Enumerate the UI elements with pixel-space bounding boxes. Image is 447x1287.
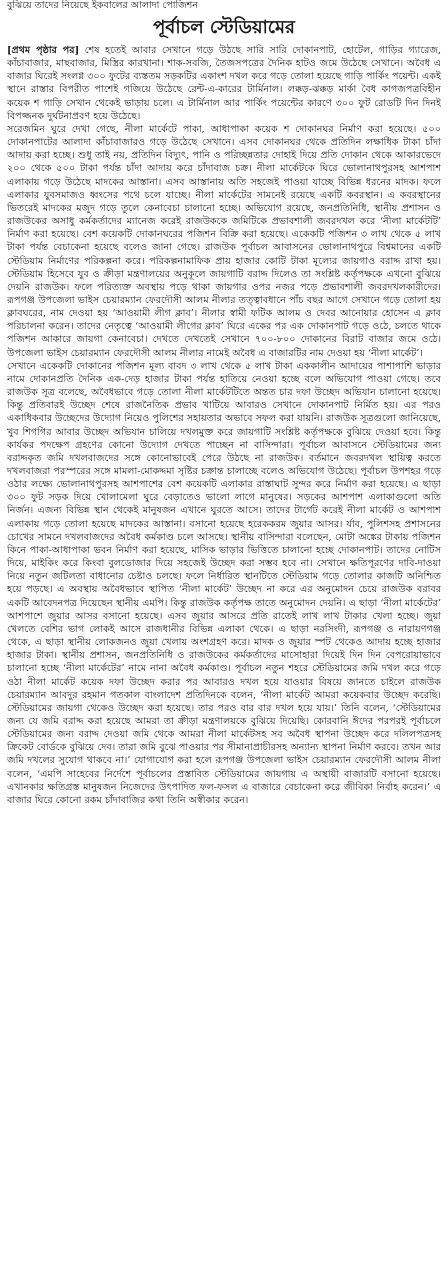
- article-paragraph: সরেজমিন ঘুরে দেখা গেছে, নীলা মার্কেটে পাকা, আধাপাকা কয়েক শ দোকানঘর নির্মাণ করা হয়েছে। ৫০০ দোকানপাটের আলাদা কাঁচাবাজারও গড়ে উঠেছে সেখানে। এসব দোকানঘর থেকে প্রতিদিন লক্ষাধিক টাকা চাঁদা আদায় করা হচ্ছে। শুধু তাই নয়, প্রতিদিন বিদ্যুৎ, পানি ও পরিচ্ছন্নতার দোহাই দিয়ে প্রতি দোকান থেকে আকারভেদে ২০০ থেকে ৫০০ টাকা পর্যন্ত চাঁদা আদায় করে চাঁদাবাজ চক্র। নীলা মার্কেটকে ঘিরে ভোলানাথপুরসহ আশপাশ এলাকায় গড়ে উঠেছে মাদকের আস্তানা। এসব আস্তানায় অতি সহজেই পাওয়া যাচ্ছে বিভিন্ন ধরনের মাদক। ফলে এলাকার যুবসমাজও ধ্বংসের পথে চলে যাচ্ছে। নীলা মার্কেটের সামনেই রয়েছে একটি কবরস্থান। এ কবরস্থানের ভিতরেই মাদকের মজুদ গড়ে তুলে কেনাবেচা চালানো হচ্ছে। অভিযোগ রয়েছে, জনপ্রতিনিধি, স্থানীয় প্রশাসন ও রাজউকের অসাধু কর্মকর্তাদের ম্যানেজ করেই রাজউককে জমিটিকে প্রভাবশালী জবরদখল করে ‘নীলা মার্কেটটি’ নির্মাণ করা হয়েছে। বেশ কয়েকটি দোকানঘরের পজিশন বিক্রি করা হয়েছে। একেকটি পজিশন ৩ লাখ থেকে ৫ লাখ টাকা পর্যন্ত বেচাকেনা হয়েছে বলেও জানা গেছে। রাজউক পূর্বাচল আবাসনের ভোলানাথপুরে বিশ্বমানের একটি স্টেডিয়াম নির্মাণের পরিকল্পনা করে। পরিকল্পনামাফিক প্রায় হাজার কোটি টাকা মূল্যের জায়গাও বরাদ্দ রাখা হয়। স্টেডিয়াম হিসেবে যুব ও ক্রীড়া মন্ত্রণালয়ের অনুকূলে জায়গাটি বরাদ্দ দিলেও তা সংশ্লিষ্ট কর্তৃপক্ষকে এখনো বুঝিয়ে দেয়নি রাজউক। ফলে পরিত্যক্ত অবস্থায় পড়ে থাকা জায়গার ওপর নজর পড়ে প্রভাবশালী জবরদখলকারীদের। রূপগঞ্জ উপজেলা ভাইস চেয়ারম্যান ফেরদৌসী আলম নীলার তত্ত্বাবধানে পাঁচ বছর আগে সেখানে গড়ে তোলা হয় ক্লাবঘরের, নাম দেওয়া হয় ‘আওয়ামী লীগ ক্লাব’। নীলার স্বামী ফটিক আলম ও দেবর আনোয়ার হোসেন এ ক্লাব পরিচালনা করেন। তাদের নেতৃত্বে ‘আওয়ামী লীগের ক্লাব’ ঘিরে একের পর এক দোকানপাট গড়ে ওঠে, চলতে থাকে পজিশন আকারে জায়গা কেনাবেচা। দেখতে দেখতেই সেখানে ৭০০-৮০০ দোকানের বিরাট বাজার জমে ওঠে। উপজেলা ভাইস চেয়ারম্যান ফেরদৌসী আলম নীলার নামেই অবৈধ এ বাজারটির নাম দেওয়া হয় ‘নীলা মার্কেট’।: [7, 123, 441, 359]
- article-headline: পূর্বাচল স্টেডিয়ামের: [153, 17, 295, 38]
- article-paragraph: [7, 44, 441, 123]
- paragraph-text: শেষ হতেই আবার সেখানে গড়ে উঠছে সারি সারি দোকানপাট, হোটেল, গাড়ির গ্যারেজ, কাঁচাবাজার, মাছবাজার, মিস্ত্রির কারখানা। শাক-সবজি, তৈজসপত্রের দৈনিক হাটও জমে উঠেছে সেখানে। অবৈধ এ বাজার ঘিরেই সংলগ্ন ৩০০ ফুটের ব্যস্ততম সড়কটির একাংশ দখল করে গড়ে তোলা হয়েছে গাড়ি পার্কিং পয়েন্ট। একই স্থানে রাস্তার বিপরীত পাশেই গজিয়ে উঠেছে রেন্ট-এ-কারের টার্মিনাল। লক্কড়-ঝক্কড় মার্কা বৈধ কাগজপত্রবিহীন কয়েক শ গাড়ি সেখান থেকেই ভাড়ায় চলে। এ টার্মিনাল আর পার্কিং পয়েন্টের কারণে ৩০০ ফুট রোডটি দিন দিনই বিপজ্জনক দুর্ঘটনাপ্রবণ হয়ে উঠেছে।: [7, 45, 441, 122]
- article-paragraph: সেখানে একেকটি দোকানের পজিশন মূল্য বাবদ ৩ লাখ থেকে ৫ লাখ টাকা এককালীন আদায়ের পাশাপাশি ভাড়ার নামে দোকানপ্রতি দৈনিক এক-দেড় হাজার টাকা পর্যন্ত হাতিয়ে নেওয়া হচ্ছে বলে অভিযোগ পাওয়া গেছে। তবে রাজউক সূত্র বলেছে, অবৈধভাবে গড়ে তোলা নীলা মার্কেটটিতে অন্তত চার দফা উচ্ছেদ অভিযান চালানো হয়েছে। কিন্তু প্রতিবারই উচ্ছেদ শেষে রাজনৈতিক প্রভাব খাটিয়ে আবারও সেখানে দোকানপাট নির্মিত হয়। এর পরও একাধিকবার উচ্ছেদের উদ্যোগ নিয়েও পুলিশের সহায়তার অভাবে সফল করা যায়নি। রাজউক সূত্রগুলো জানিয়েছে, খুব শিগগির আবার উচ্ছেদ অভিযান চালিয়ে দখলমুক্ত করে জায়গাটি সংশ্লিষ্ট কর্তৃপক্ষকে বুঝিয়ে দেওয়া হবে। কিন্তু কার্যকর পদক্ষেপ গ্রহণের কোনো উদ্যোগ দেখতে পাচ্ছেন না বাসিন্দারা। পূর্বাচল আবাসনে স্টেডিয়ামের জন্য বরাদ্দকৃত জমি দখলবাজদের সঙ্গে কোনোভাবেই পেরে উঠছে না রাজউক। বর্তমানে জবরদখল স্থায়িত্ব করতে দখলবাজরা পরস্পরের সঙ্গে মামলা-মোকদ্দমা সৃষ্টির চক্রান্ত চালাচ্ছে বলেও অভিযোগ উঠেছে। পূর্বাচল উপশহর গড়ে ওঠার লক্ষ্যে ভোলানাথপুরসহ আশপাশের বেশ কয়েকটি এলাকার রাস্তাঘাট সুন্দর করে নির্মাণ করা হয়েছে। এ ছাড়া ৩০০ ফুট সড়ক দিয়ে খোলামেলা ঘুরে বেড়াতেও ভালো লাগে মানুষের। সড়কের আশপাশ এলাকাগুলো অতি নির্জন। এজন্য বিভিন্ন স্থান থেকেই মানুষজন এখানে ঘুরতে আসে। তাদের টার্গেট করেই নীলা মার্কেট ও আশপাশ এলাকায় গড়ে তোলা হয়েছে মাদকের আস্তানা। বসানো হয়েছে হরেককরম জুয়ার আসর। র্যাব, পুলিশসহ প্রশাসনের চোখের সামনে দখলবাজদের অবৈধ কর্মকাণ্ড চলে আসছে। স্থানীয় বাসিন্দারা বলেছেন, মোটা অঙ্কের টাকায় পজিশন কিনে পাকা-আধাপাকা ভবন নির্মাণ করা হয়েছে, মাসিক ভাড়ার ভিত্তিতে চালানো হচ্ছে দোকানপাট। তাদের নোটিস দিয়ে, মাইকিং করে কিংবা বুলডোজার দিয়ে সহজেই উচ্ছেদ করা সম্ভব হবে না। সেখানে ক্ষতিপূরণের দাবি-দাওয়া নিয়ে নতুন জটিলতা বাধানোর চেষ্টাও চলছে। ফলে নির্ধারিত স্থানটিতে স্টেডিয়াম গড়ে তোলার কাজটি অনিশ্চিত হয়ে পড়ছে। এ অবস্থায় অবৈধভাবে স্থাপিত ‘নীলা মার্কেট’ উচ্ছেদ না করে এর অনুমোদন চেয়ে রাজউক বরাবর একটি আবেদনপত্র দিয়েছেন স্থানীয় এমপি। কিন্তু রাজউক কর্তৃপক্ষ তাতে অনুমোদন দেয়নি। এ ছাড়া ‘নীলা মার্কেটের’ আশপাশে জুয়ার আসর বসানো হয়েছে। এসব জুয়ার আসরে প্রতি রাতেই লাখ লাখ টাকার খেলা হচ্ছে। জুয়া খেলতে বেশির ভাগ লোকই আসে রাজধানীর বিভিন্ন এলাকা থেকে। এ ছাড়া নরসিংদী, রূপগঞ্জ ও নারায়ণগঞ্জ থেকে, এ ছাড়া স্থানীয় লোকজনও জুয়া খেলায় অংশগ্রহণ করে। মাদক ও জুয়ার স্পট থেকেও আদায় হচ্ছে হাজার হাজার টাকা। স্থানীয় প্রশাসন, জনপ্রতিনিধি ও রাজউকের কর্মকর্তাদের মাসোহারা দিয়েই দিন দিন বেপরোয়াভাবে চালানো হচ্ছে ‘নীলা মার্কেটের’ নামে নানা অবৈধ কর্মকাণ্ড। পূর্বাচল নতুন শহরে স্টেডিয়ামের জমি দখল করে গড়ে ওঠা নীলা মার্কেট কয়েক দফা উচ্ছেদ করার পর আবারও দখল হয়ে যাওয়ার বিষয়ে জানতে চাইলে রাজউক চেয়ারম্যান আবদুর রহমান গতকাল বাংলাদেশ প্রতিদিনকে বলেন, ‘নীলা মার্কেট আমরা কয়েকবার উচ্ছেদ করেছি। স্টেডিয়ামের জায়গা থেকেও উচ্ছেদ করা হয়েছে। তার পরও বার বার দখল হয়ে যায়।’ তিনি বলেন, ‘স্টেডিয়ামের জন্য যে জমি বরাদ্দ করা হয়েছে আমরা তা ক্রীড়া মন্ত্রণালয়কে বুঝিয়ে দিয়েছি। কোরবানি ঈদের পরপরই পূর্বাচলে স্টেডিয়ামের জন্য বরাদ্দ দেওয়া জমি থেকে আমরা নীলা মার্কেটসহ সব অবৈধ স্থাপনা উচ্ছেদ করে দলিলপত্রসহ ক্রিকেট বোর্ডকে বুঝিয়ে দেব। তারা জমি বুঝে পাওয়ার পর সীমানাপ্রাচীরসহ অন্যান্য স্থাপনা নির্মাণ করবে। তখন আর জমি দখলের সুযোগ থাকবে না।’ যোগাযোগ করা হলে রূপগঞ্জ উপজেলা ভাইস চেয়ারম্যান ফেরদৌসী আলম নীলা বলেন, ‘এমপি সাহেবের নির্দেশে পূর্বাচলের প্রস্তাবিত স্টেডিয়ামের জায়গায় এ অস্থায়ী বাজারটি বসানো হয়েছে। এখানকার ক্ষতিগ্রস্ত মানুষজন নিজেদের উৎপাদিত ফল-ফসল এ বাজারে বেচাকেনা করে জীবিকা নির্বাহ করেন।’ এ বাজার ঘিরে কোনো রকম চাঁদাবাজির কথা তিনি অস্বীকার করেন।: [7, 360, 441, 806]
- continued-from-front-page-tag: [প্রথম পৃষ্ঠার পর]: [7, 45, 80, 56]
- article-body: [7, 44, 441, 1284]
- previous-article-fragment: বুঝিয়ে তাদের নিয়েছে ইকবালের আলাদা পোজিশন: [7, 0, 198, 11]
